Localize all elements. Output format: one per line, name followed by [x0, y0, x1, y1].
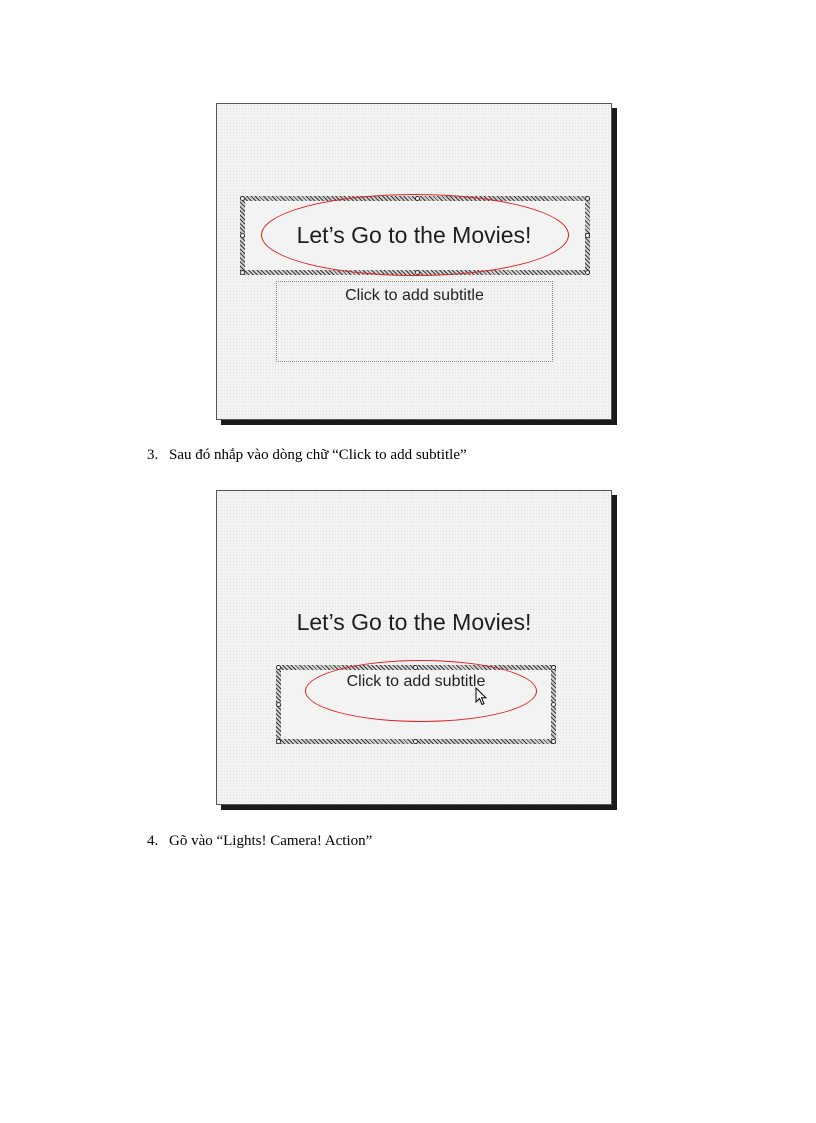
- resize-handle-icon[interactable]: [585, 270, 590, 275]
- slide-screenshot-subtitle-selected: [216, 490, 612, 805]
- subtitle-placeholder-text[interactable]: Click to add subtitle: [346, 673, 486, 690]
- step-text: Sau đó nhắp vào dòng chữ “Click to add subtitle”: [169, 447, 467, 463]
- resize-handle-icon[interactable]: [240, 270, 245, 275]
- step-3-instruction: [147, 447, 467, 464]
- resize-handle-icon[interactable]: [240, 196, 245, 201]
- resize-handle-icon[interactable]: [413, 739, 418, 744]
- step-number: 3.: [147, 447, 159, 463]
- resize-handle-icon[interactable]: [551, 702, 556, 707]
- slide-title-text[interactable]: Let’s Go to the Movies!: [296, 609, 532, 635]
- resize-handle-icon[interactable]: [276, 665, 281, 670]
- slide-screenshot-title-selected: [216, 103, 612, 420]
- subtitle-placeholder-text[interactable]: Click to add subtitle: [345, 287, 484, 304]
- highlight-ellipse: [305, 660, 537, 722]
- highlight-ellipse: [261, 194, 569, 276]
- resize-handle-icon[interactable]: [276, 702, 281, 707]
- resize-handle-icon[interactable]: [276, 739, 281, 744]
- resize-handle-icon[interactable]: [551, 739, 556, 744]
- arrow-cursor-icon: [475, 687, 487, 707]
- resize-handle-icon[interactable]: [551, 665, 556, 670]
- step-4-instruction: [147, 833, 372, 850]
- slide-title-text[interactable]: Let’s Go to the Movies!: [296, 222, 532, 248]
- step-number: 4.: [147, 833, 159, 849]
- step-text: Gõ vào “Lights! Camera! Action”: [169, 833, 373, 849]
- resize-handle-icon[interactable]: [585, 196, 590, 201]
